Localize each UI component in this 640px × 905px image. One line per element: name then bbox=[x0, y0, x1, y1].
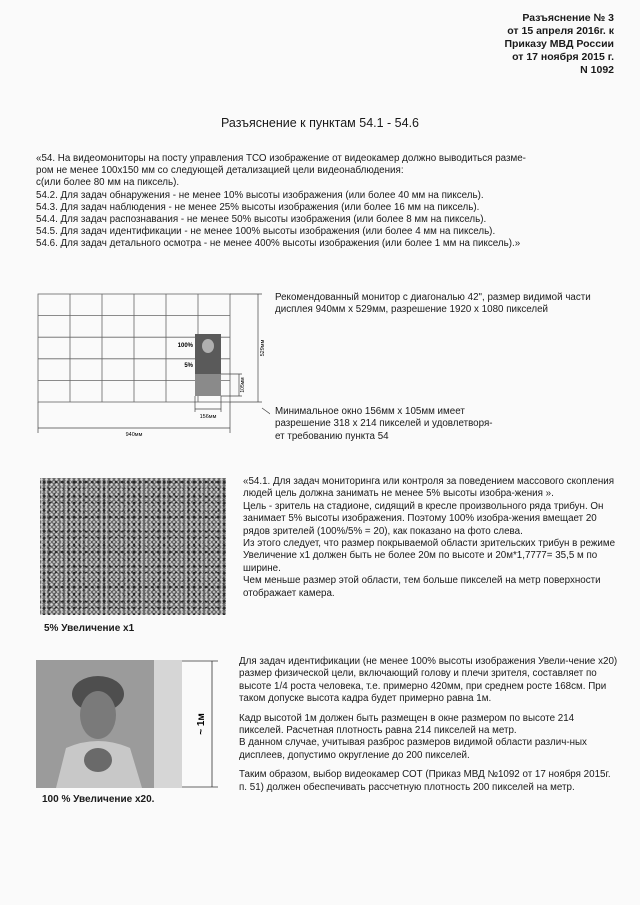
header-line: от 15 апреля 2016г. к bbox=[507, 25, 614, 37]
paragraph: «54.1. Для задач мониторинга или контроля за поведением массового скопления людей цель должна занимать не менее 5% высоты изобра-жения ». bbox=[243, 476, 615, 500]
paragraph: Чем меньше размер этой области, тем больше пикселей на метр поверхности отображает камера. bbox=[243, 575, 601, 599]
paragraph: Таким образом, выбор видеокамер СОТ (Приказ МВД №1092 от 17 ноября 2015г. п. 51) должен обеспечивать рассчетную плотность 200 пикселей на метр. bbox=[239, 769, 611, 793]
paragraph: Кадр высотой 1м должен быть размещен в окне размером по высоте 214 пикселей. Расчетная плотность равна 214 пикселей на метр. bbox=[239, 712, 575, 737]
crowd-thumbnail bbox=[195, 374, 221, 396]
quote-line: «54. На видеомониторы на посту управления ТСО изображение от видеокамер должно выводиться разме- bbox=[36, 153, 526, 164]
section2-text bbox=[239, 656, 621, 794]
label-100-percent: 100% bbox=[177, 343, 193, 349]
crowd-photo-caption: 5% Увеличение х1 bbox=[44, 623, 135, 634]
face-photo-hands bbox=[84, 748, 112, 772]
section1-text bbox=[243, 476, 618, 600]
dimension-940: 940мм bbox=[125, 432, 143, 438]
quote-line: 54.5. Для задач идентификации - не менее 100% высоты изображения (или более 4 мм на пиксель). bbox=[36, 226, 496, 238]
dimension-105: 105мм bbox=[240, 377, 246, 393]
quote-line: 54.3. Для задач наблюдения - не менее 25% высоты изображения (или более 16 мм на пиксель). bbox=[36, 201, 480, 213]
document-header bbox=[434, 12, 614, 77]
paragraph: Из этого следует, что размер покрываемой области зрительских трибун в режиме Увеличение х1 должен быть не более 20м по высоте и 20м*1,7777= 35,5 м по ширине. bbox=[243, 538, 616, 574]
face-photo-background bbox=[154, 660, 182, 788]
note-line: разрешение 318 х 214 пикселей и удовлетворя- bbox=[275, 418, 493, 430]
crowd-photo bbox=[40, 478, 226, 615]
header-line: N 1092 bbox=[580, 64, 614, 76]
quote-line: 54.2. Для задач обнаружения - не менее 10% высоты изображения (или более 40 мм на пиксель). bbox=[36, 189, 484, 201]
height-label: ~ 1м bbox=[196, 713, 207, 735]
label-5-percent: 5% bbox=[184, 363, 193, 369]
face-photo-head bbox=[80, 691, 116, 739]
header-line: от 17 ноября 2015 г. bbox=[512, 51, 614, 63]
diagram-note-bottom bbox=[275, 406, 565, 443]
quote-line: 54.4. Для задач распознавания - не менее 50% высоты изображения (или более 8 мм на пиксель). bbox=[36, 214, 487, 226]
face-thumbnail-head bbox=[202, 339, 214, 353]
dimension-lines bbox=[38, 294, 270, 433]
monitor-grid-diagram bbox=[30, 288, 270, 448]
diagram-note-top: Рекомендованный монитор с диагональю 42", размер видимой части дисплея 940мм х 529мм, разрешение 1920 х 1080 пикселей bbox=[275, 292, 591, 316]
page-title: Разъяснение к пунктам 54.1 - 54.6 bbox=[220, 116, 420, 130]
face-photo-caption: 100 % Увеличение х20. bbox=[42, 794, 155, 805]
quote-line: ром не менее 100х150 мм со следующей детализацией цели видеонаблюдения: bbox=[36, 165, 404, 177]
paragraph: Для задач идентификации (не менее 100% высоты изображения Увели-чение х20) размер физической цели, включающий голову и плечи зрителя, составляет по высоте 1/4 роста человека, т.е. примерно 420мм, при среднем росте 168см. При таком допуске высота кадра будет примерно равна 1м. bbox=[239, 656, 618, 705]
paragraph: В данном случае, учитывая разброс размеров видимой области различ-ных дисплеев, допустимо округление до 200 пикселей. bbox=[239, 737, 587, 761]
note-line: ет требованию пункта 54 bbox=[275, 430, 389, 442]
header-line: Приказу МВД России bbox=[504, 38, 614, 50]
dimension-156: 156мм bbox=[199, 414, 217, 420]
note-line: Минимальное окно 156мм х 105мм имеет bbox=[275, 406, 465, 417]
dimension-529: 529мм bbox=[260, 339, 266, 357]
quote-line: с(или более 80 мм на пиксель). bbox=[36, 177, 180, 189]
quote-line: 54.6. Для задач детального осмотра - не менее 400% высоты изображения (или более 1 мм на пиксель).» bbox=[36, 238, 521, 250]
paragraph: Цель - зритель на стадионе, сидящий в кресле произвольного ряда трибун. Он занимает 5% высоты изображения. Поэтому 100% изобра-жения вмещает 20 рядов зрителей (100%/5% = 20), как показано на фото слева. bbox=[243, 500, 604, 537]
header-line: Разъяснение № 3 bbox=[522, 12, 614, 24]
quote-block bbox=[36, 153, 616, 251]
face-photo-figure bbox=[36, 660, 226, 790]
